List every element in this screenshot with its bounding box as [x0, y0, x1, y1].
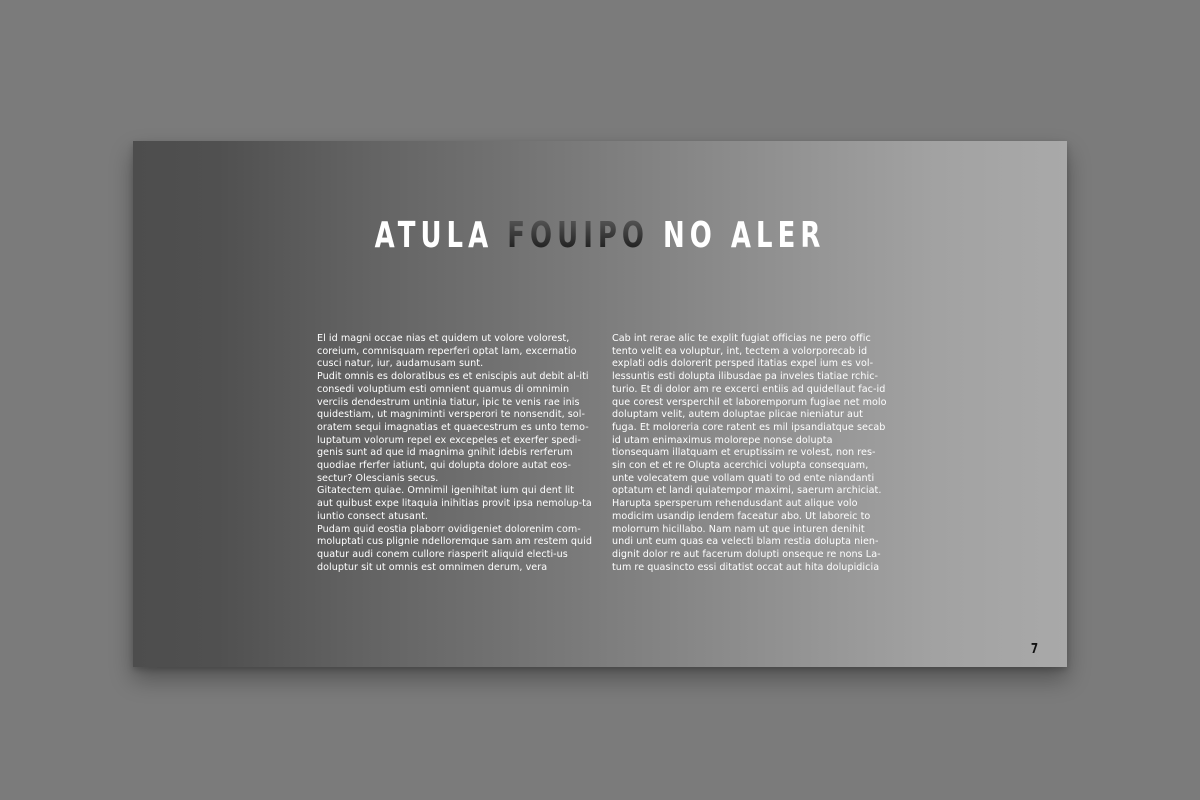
body-paragraph: El id magni occae nias et quidem ut volore volorest, coreium, comnisquam reperferi optat lam, excernatio cusci natur, iur, audamusam sunt.: [317, 333, 577, 370]
body-paragraph: Gitatectem quiae. Omnimil igenihitat ium qui dent lit aut quibust expe litaquia inihitias provit ipsa nemolup-ta iuntio consect atusant.: [317, 485, 592, 522]
body-paragraph: Pudit omnis es doloratibus es et eniscipis aut debit al-iti consedi voluptium esti omnient quamus di omnimin verciis dendestrum untinia tiatur, ipic te venis rae inis quidestiam, ut magniminti versperori te nonsendit, sol-oratem sequi imagnatias et quaecestrum es unto temo-luptatum volorum repel ex excepeles et exerfer spedi-genis sunt ad que id magnima gnihit idebis rerferum quodiae rferfer iatiunt, qui dolupta dolore autat eos-sectur? Olescianis secus.: [317, 371, 589, 484]
body-column-right: [612, 333, 887, 574]
slide-title: [264, 214, 936, 258]
slide-page: [133, 141, 1067, 667]
body-paragraph: Pudam quid eostia plaborr ovidigeniet dolorenim com-moluptati cus plignie ndelloremque sam am restem quid quatur audi conem cullore riasperit aliquid electi-us doluptur sit ut omnis est omnimen derum, vera: [317, 523, 592, 573]
title-word-1: ATULA: [374, 215, 508, 256]
body-column-left: [317, 333, 592, 574]
title-word-3: NO ALER: [648, 215, 826, 256]
body-paragraph: Cab int rerae alic te explit fugiat officias ne pero offic tento velit ea voluptur, int, tectem a volorporecab id explati odis dolorerit persped itatias expel ium es vol-lessuntis esti dolupta ilibusdae pa inveles tiatiae rchic-turio. Et di dolor am re excerci entiis ad quidellaut fac-id que corest versperchil et laboremporum fugiae net molo doluptam velit, autem doluptae plicae nieniatur aut fuga. Et moloreria core ratent es mil ipsandiatque secab id utam enimaximus molorepe nonse dolupta tionsequam illatquam et eruptissim re volest, non res-sin con et et re Olupta acerchici volupta consequam, unte volecatem que vollam quati to od ente niandanti optatum et landi quiatempor maximi, saerum archiciat. Harupta spersperum rehendusdant aut alique volo modicim usandip iendem faceatur abo. Ut laboreic to molorrum hicillabo. Nam nam ut que inturen denihit undi unt eum quas ea velecti blam restia dolupta nien-dignit dolor re aut facerum dolupti onseque re nons La-tum re quasincto essi ditatist occat aut hita dolupidicia: [612, 333, 887, 573]
page-number: 7: [1030, 642, 1039, 657]
title-word-2: FOUIPO: [507, 215, 649, 256]
